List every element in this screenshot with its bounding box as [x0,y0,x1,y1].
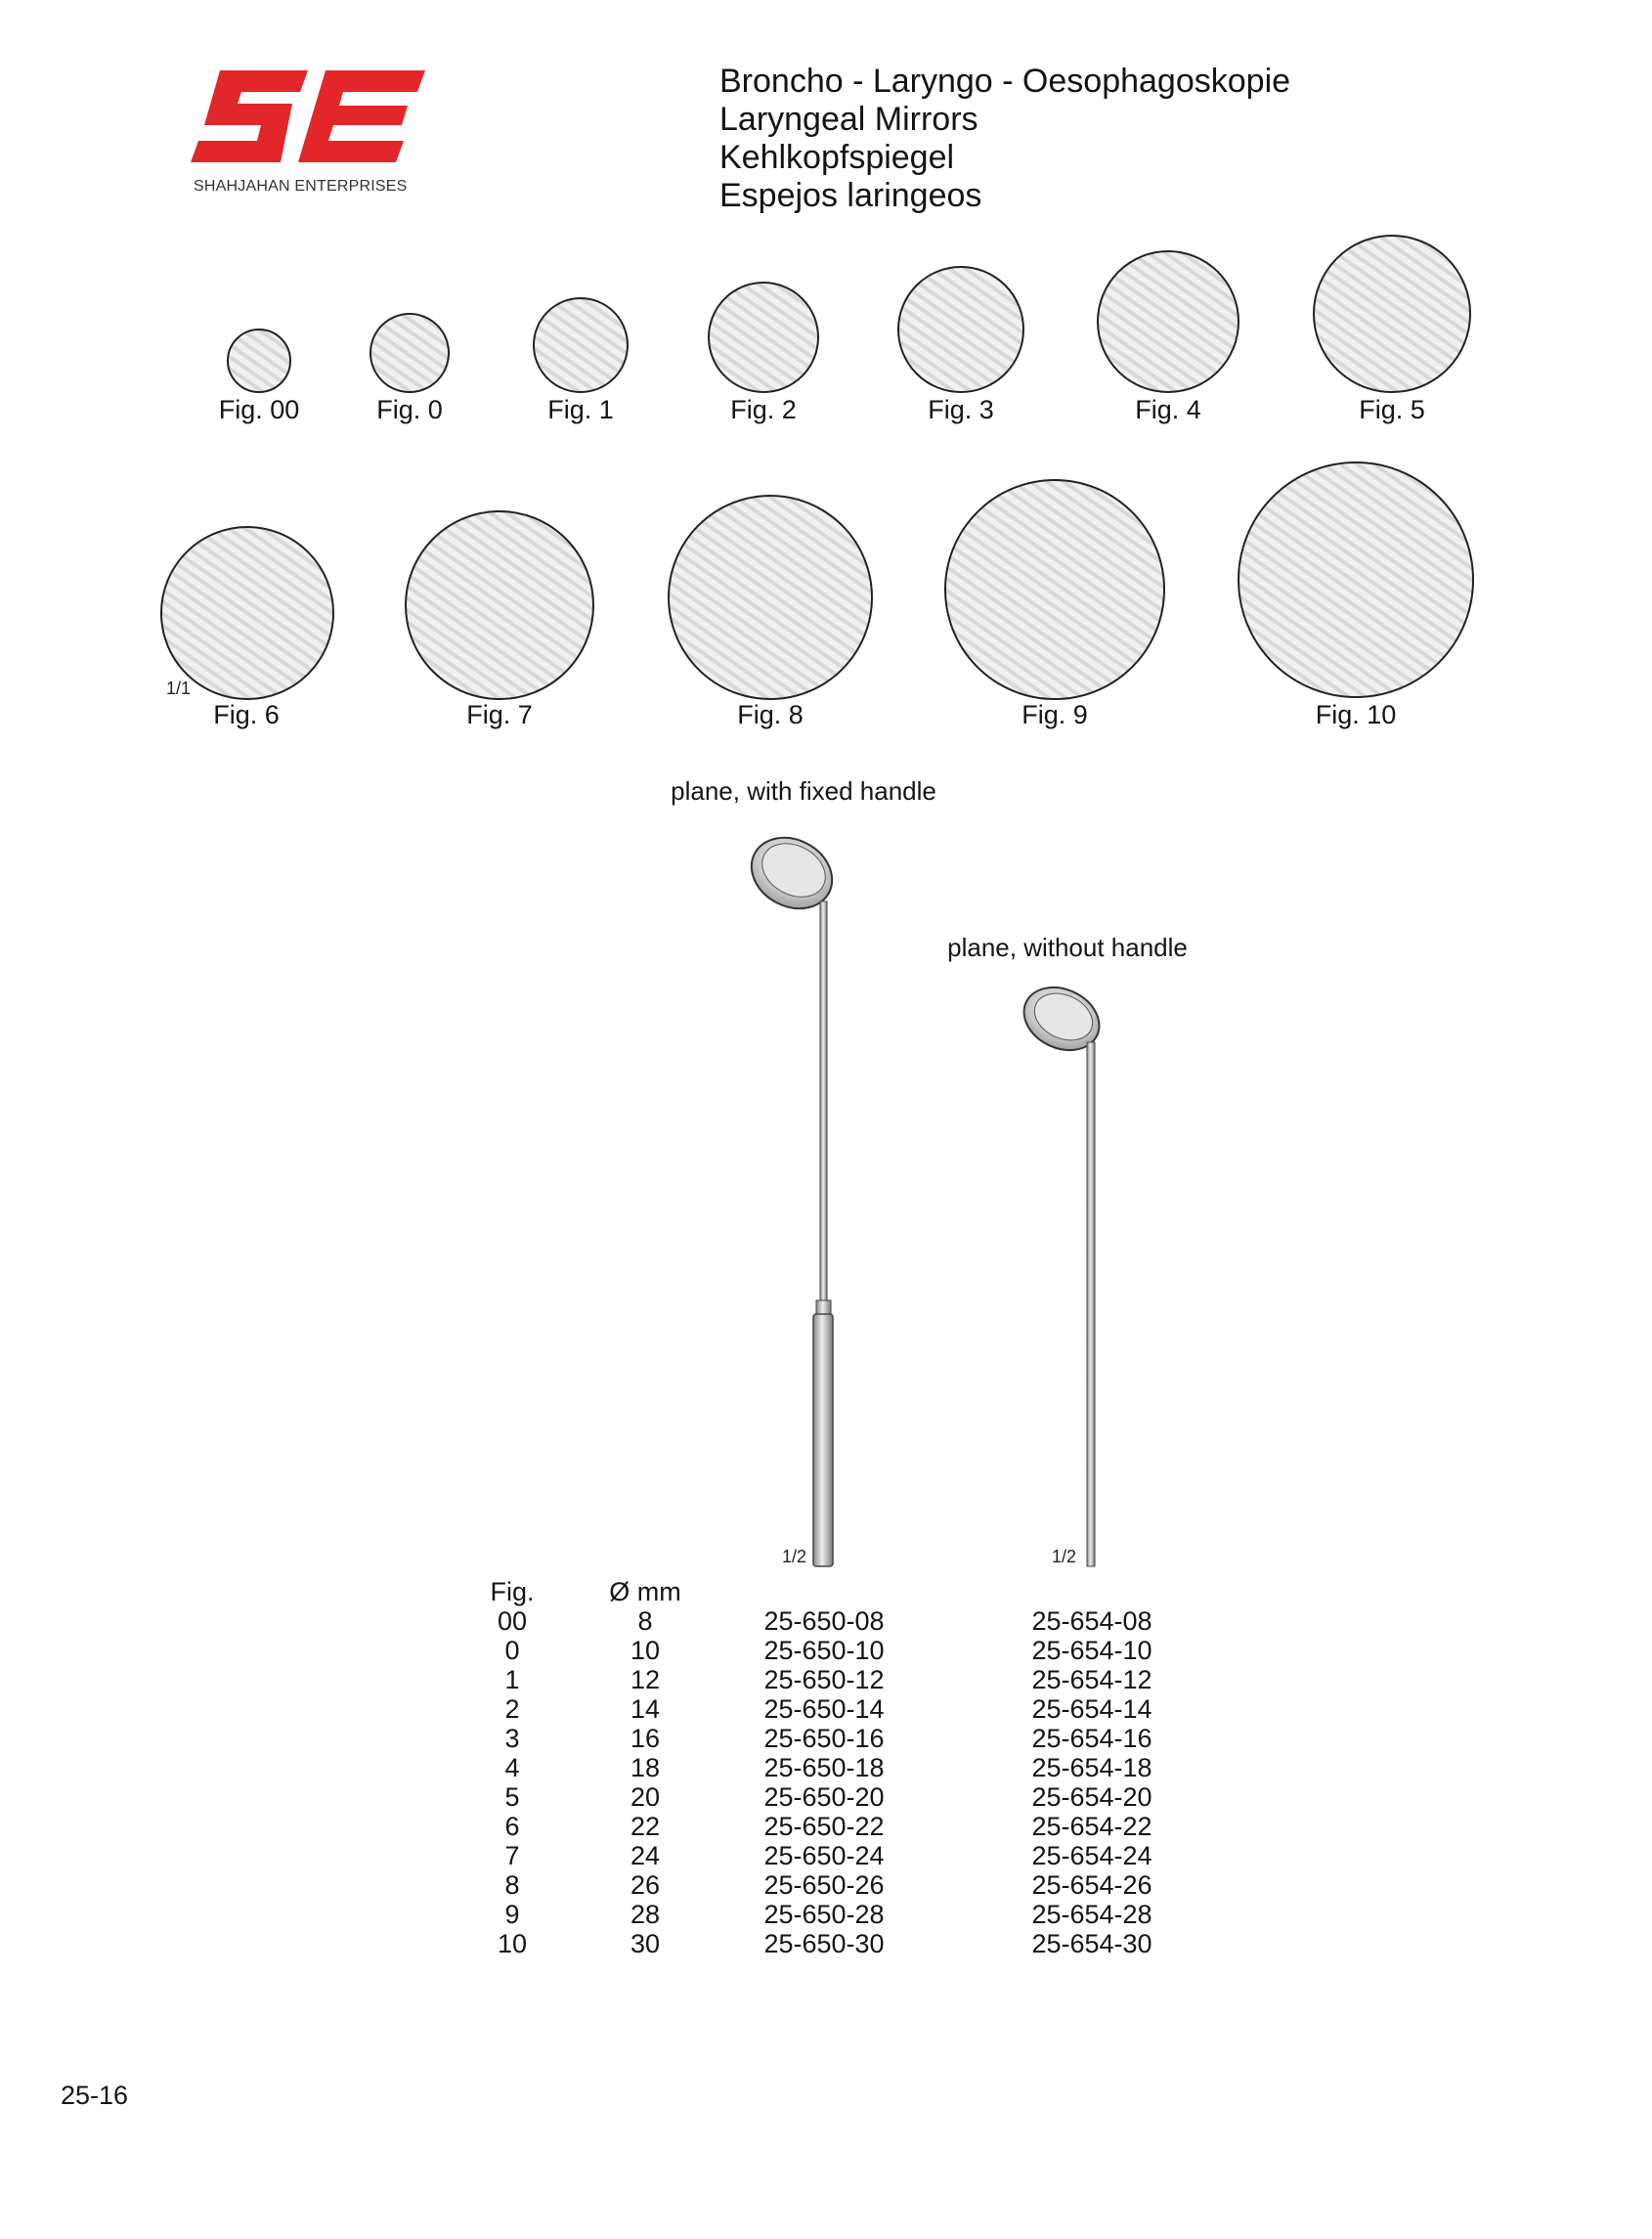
table-cell-article-fixed: 25-650-28 [763,1900,885,1929]
table-cell-article-fixed: 25-650-16 [763,1724,885,1753]
fig-label: Fig. 4 [1135,395,1201,424]
mirror-fig-8 [668,495,873,700]
mirror-fig-6 [160,526,334,700]
mirror-fig-2 [708,282,819,393]
table-cell-diameter: 18 [630,1753,661,1782]
mirror-fig-5 [1313,235,1471,393]
table-cell-fig: 9 [504,1900,520,1929]
fig-label: Fig. 10 [1315,700,1397,729]
table-header-fig: Fig. [490,1577,535,1606]
mirror-fig-7 [405,510,594,700]
mirror-fig-1 [533,297,629,393]
table-cell-article-fixed: 25-650-10 [763,1636,885,1665]
table-cell-article-fixed: 25-650-18 [763,1753,885,1782]
table-cell-article-fixed: 25-650-08 [763,1606,885,1636]
mirror-with-fixed-handle-illustration [743,829,850,1572]
table-cell-article-without: 25-654-20 [1031,1782,1152,1812]
table-header-diameter: Ø mm [609,1577,681,1606]
scale-without-handle: 1/2 [1052,1547,1077,1566]
mirror-without-handle-illustration [1013,982,1120,1568]
table-cell-article-without: 25-654-28 [1031,1900,1152,1929]
table-cell-article-fixed: 25-650-24 [763,1841,885,1870]
table-cell-diameter: 30 [630,1929,661,1958]
mirror-fig-0 [370,313,450,393]
fig-label: Fig. 3 [928,395,994,424]
table-cell-fig: 0 [504,1636,520,1665]
mirror-fig-10 [1238,461,1474,698]
table-cell-fig: 5 [504,1782,520,1812]
fig-label: Fig. 5 [1359,395,1425,424]
fig-label: Fig. 1 [547,395,614,424]
page-number: 25-16 [61,2081,129,2110]
table-cell-fig: 00 [497,1606,528,1636]
table-cell-article-fixed: 25-650-30 [763,1929,885,1958]
table-cell-article-without: 25-654-24 [1031,1841,1152,1870]
title-line-3: Kehlkopfspiegel [719,139,955,176]
table-cell-article-fixed: 25-650-12 [763,1665,885,1694]
brand-name: SHAHJAHAN ENTERPRISES [194,178,408,195]
caption-without-handle: plane, without handle [947,933,1188,962]
mirror-fig-4 [1097,250,1239,393]
table-cell-article-without: 25-654-26 [1031,1870,1152,1900]
table-cell-diameter: 10 [630,1636,661,1665]
fig-label: Fig. 8 [737,700,804,729]
mirror-fig-9 [944,479,1165,700]
table-cell-fig: 2 [504,1694,520,1724]
table-cell-fig: 3 [504,1724,520,1753]
table-cell-fig: 10 [497,1929,528,1958]
table-cell-diameter: 8 [637,1606,653,1636]
scale-label: 1/1 [166,679,192,698]
table-cell-fig: 6 [504,1812,520,1841]
table-cell-article-without: 25-654-16 [1031,1724,1152,1753]
title-line-2: Laryngeal Mirrors [719,101,978,138]
scale-fixed-handle: 1/2 [782,1547,807,1566]
mirror-fig-3 [897,266,1024,393]
fig-label: Fig. 7 [466,700,533,729]
table-cell-article-fixed: 25-650-22 [763,1812,885,1841]
table-cell-article-fixed: 25-650-14 [763,1694,885,1724]
table-cell-article-without: 25-654-18 [1031,1753,1152,1782]
fig-label: Fig. 9 [1022,700,1088,729]
table-cell-fig: 7 [504,1841,520,1870]
table-cell-diameter: 14 [630,1694,661,1724]
fig-label: Fig. 2 [730,395,797,424]
table-cell-diameter: 16 [630,1724,661,1753]
table-cell-diameter: 26 [630,1870,661,1900]
table-cell-article-without: 25-654-30 [1031,1929,1152,1958]
fig-label: Fig. 00 [218,395,300,424]
mirror-fig-00 [227,329,291,393]
title-line-1: Broncho - Laryngo - Oesophagoskopie [719,63,1291,100]
table-cell-article-without: 25-654-12 [1031,1665,1152,1694]
fig-label: Fig. 0 [376,395,443,424]
table-cell-diameter: 20 [630,1782,661,1812]
table-cell-fig: 4 [504,1753,520,1782]
table-cell-article-fixed: 25-650-20 [763,1782,885,1812]
table-cell-article-without: 25-654-22 [1031,1812,1152,1841]
table-cell-fig: 8 [504,1870,520,1900]
table-cell-fig: 1 [504,1665,520,1694]
table-cell-diameter: 28 [630,1900,661,1929]
table-cell-diameter: 22 [630,1812,661,1841]
table-cell-article-fixed: 25-650-26 [763,1870,885,1900]
table-cell-diameter: 24 [630,1841,661,1870]
table-cell-article-without: 25-654-08 [1031,1606,1152,1636]
table-cell-article-without: 25-654-14 [1031,1694,1152,1724]
title-line-4: Espejos laringeos [719,177,982,214]
caption-fixed-handle: plane, with fixed handle [671,776,936,806]
brand-logo-mark [191,70,425,162]
table-cell-article-without: 25-654-10 [1031,1636,1152,1665]
fig-label: Fig. 6 [213,700,280,729]
table-cell-diameter: 12 [630,1665,661,1694]
